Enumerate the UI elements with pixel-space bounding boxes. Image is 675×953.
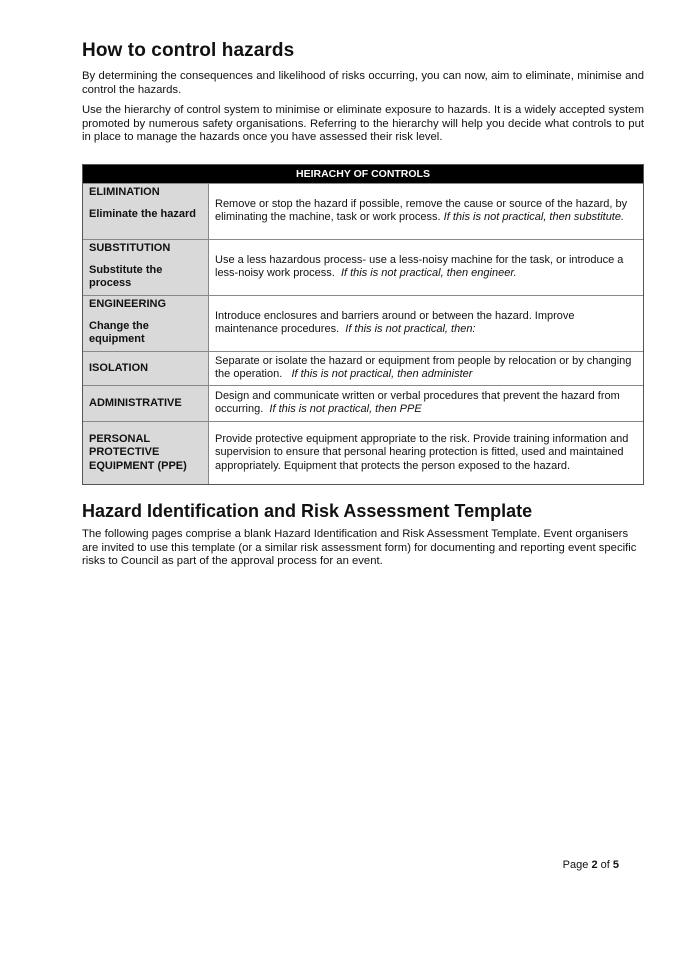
template-paragraph: The following pages comprise a blank Hazard Identification and Risk Assessment Template. Event organisers are invited to use this template (or a similar risk assessment form) for documenting and reporting event specific risks to Council as part of the approval process for an event. — [82, 527, 637, 568]
table-row — [83, 239, 643, 295]
control-type-cell — [83, 184, 209, 239]
table-row — [83, 183, 643, 239]
control-note: If this is not practical, then administer — [291, 368, 473, 381]
page-current: 2 — [591, 859, 598, 871]
control-description-cell — [209, 352, 643, 385]
control-description: Use a less hazardous process- use a less-noisy machine for the task, or introduce a less-noisy work process. — [215, 253, 624, 280]
control-description: Provide protective equipment appropriate to the risk. Provide training information and supervision to ensure that personal hearing protection is fitted, used and maintained appropriately. Equipment that protects the person exposed to the hazard. — [215, 432, 629, 472]
control-note: If this is not practical, then substitute. — [443, 211, 625, 224]
template-section-title: Hazard Identification and Risk Assessment Template — [82, 500, 533, 521]
control-description: Separate or isolate the hazard or equipment from people by relocation or by changing the operation. — [215, 354, 632, 381]
control-note: If this is not practical, then engineer. — [340, 267, 517, 280]
control-type-cell — [83, 352, 209, 385]
intro-paragraph: By determining the consequences and likelihood of risks occurring, you can now, aim to eliminate, minimise and control the hazards. — [82, 70, 644, 96]
page-prefix: Page — [562, 859, 589, 871]
control-type-cell — [83, 422, 209, 484]
control-description-cell — [209, 422, 643, 484]
control-description: Introduce enclosures and barriers around or between the hazard. Improve maintenance procedures. — [215, 309, 575, 336]
control-type-cell — [83, 296, 209, 351]
document-page — [82, 40, 644, 576]
page-of: of — [600, 859, 610, 871]
table-header: HEIRACHY OF CONTROLS — [83, 165, 643, 183]
control-note: If this is not practical, then: — [345, 323, 476, 336]
control-subtitle: Eliminate the hazard — [89, 207, 196, 220]
control-description-cell — [209, 184, 643, 239]
table-row — [83, 385, 643, 421]
hierarchy-paragraph: Use the hierarchy of control system to minimise or eliminate exposure to hazards. It is a widely accepted system promoted by numerous safety organisations. Referring to the hierarchy will help you decide what controls to put in place to manage the hazards once you have assessed their risk level. — [82, 104, 644, 144]
control-type-cell — [83, 386, 209, 421]
control-subtitle: Substitute the process — [89, 263, 163, 289]
control-description-cell — [209, 386, 643, 421]
control-name: ADMINISTRATIVE — [89, 396, 182, 409]
section-title: How to control hazards — [82, 40, 295, 61]
table-row — [83, 351, 643, 385]
table-row — [83, 295, 643, 351]
control-name: ELIMINATION — [89, 185, 160, 198]
control-subtitle: Change the equipment — [89, 319, 149, 345]
control-name: ENGINEERING — [89, 297, 167, 310]
control-description: Remove or stop the hazard if possible, remove the cause or source of the hazard, by eliminating the machine, task or work process. — [215, 197, 628, 224]
control-note: If this is not practical, then PPE — [269, 403, 422, 416]
page-total: 5 — [612, 859, 619, 871]
control-description: Design and communicate written or verbal procedures that prevent the hazard from occurring. — [215, 389, 620, 416]
control-type-cell — [83, 240, 209, 295]
control-description-cell — [209, 240, 643, 295]
control-name: SUBSTITUTION — [89, 241, 171, 254]
hierarchy-table — [82, 164, 644, 485]
control-name: PERSONAL PROTECTIVE EQUIPMENT (PPE) — [89, 432, 187, 472]
table-row — [83, 421, 643, 484]
control-name: ISOLATION — [89, 361, 149, 374]
control-description-cell — [209, 296, 643, 351]
page-number — [563, 859, 619, 871]
